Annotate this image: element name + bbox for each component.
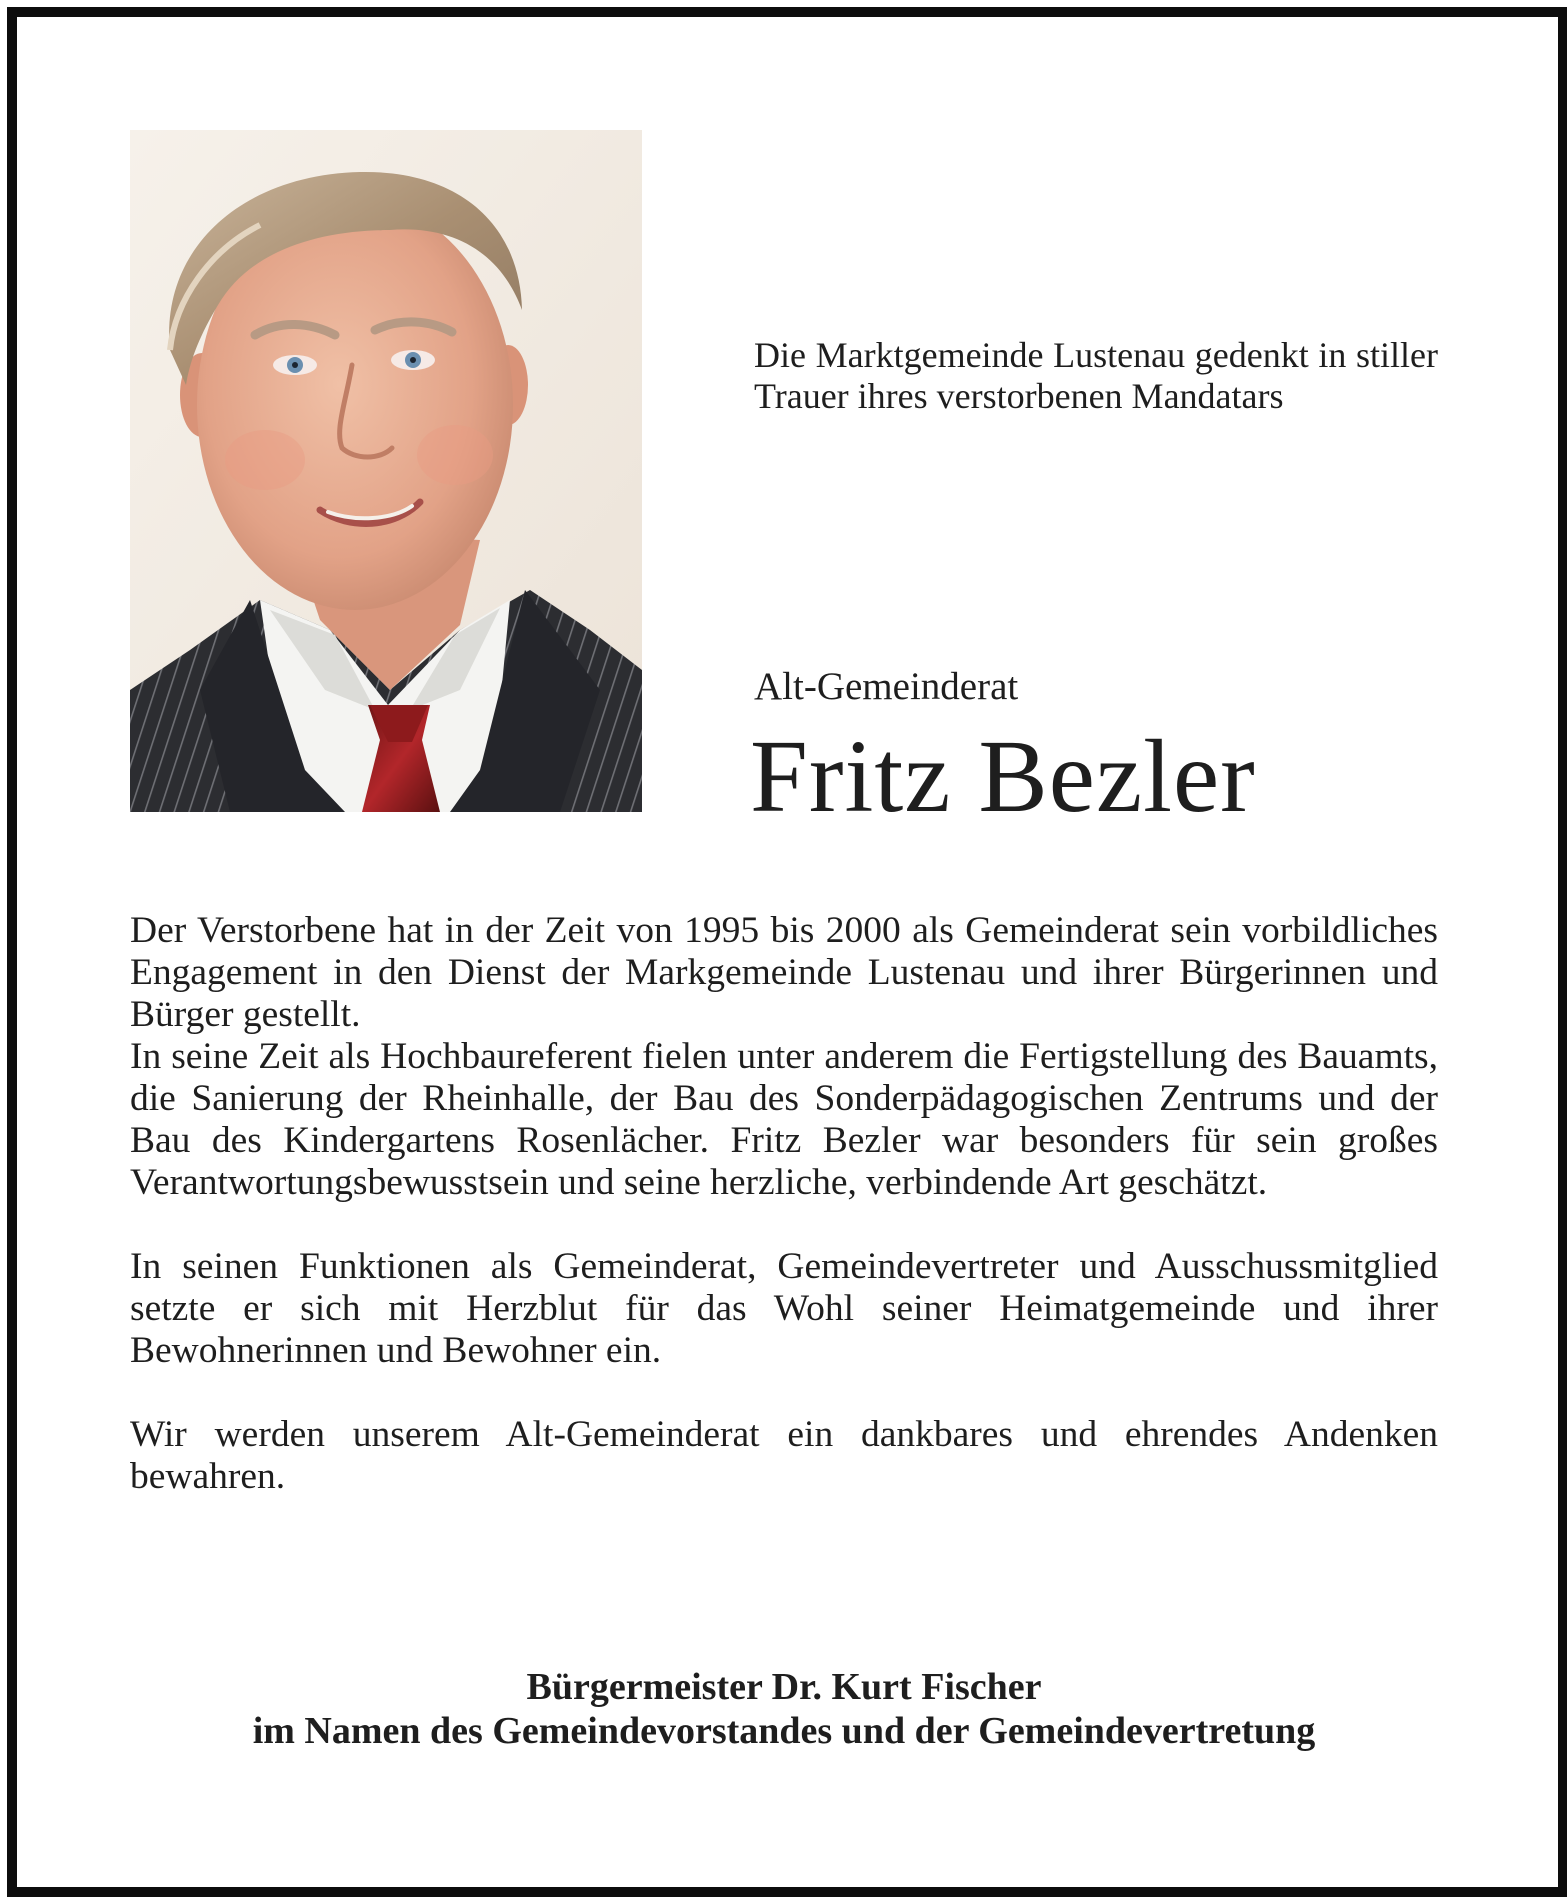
body-paragraph: Wir werden unserem Alt-Gemeinderat ein dankbares und ehrendes Andenken bewahren. bbox=[130, 1414, 1438, 1497]
signature-block bbox=[130, 1665, 1438, 1753]
signature-name: Bürgermeister Dr. Kurt Fischer bbox=[526, 1666, 1042, 1708]
body-paragraph: Der Verstorbene hat in der Zeit von 1995 bis 2000 als Gemeinderat sein vorbildliches Engagement in den Dienst der Markgemeinde Lustenau und ihrer Bürgerinnen und Bürger gestellt. bbox=[130, 910, 1438, 1035]
intro-text: Die Marktgemeinde Lustenau gedenkt in stiller Trauer ihres verstorbenen Mandatars bbox=[754, 335, 1438, 416]
portrait-photo bbox=[130, 130, 642, 812]
notice-body bbox=[130, 910, 1438, 1498]
body-paragraph: In seinen Funktionen als Gemeinderat, Gemeindevertreter und Ausschussmitglied setzte er sich mit Herzblut für das Wohl seiner Heimatgemeinde und ihrer Bewohnerinnen und Bewohner ein. bbox=[130, 1246, 1438, 1371]
deceased-name: Fritz Bezler bbox=[750, 719, 1256, 834]
signature-subline: im Namen des Gemeindevorstandes und der Gemeindevertretung bbox=[252, 1710, 1316, 1752]
body-paragraph: In seine Zeit als Hochbaureferent fielen unter anderem die Fertigstellung des Bauamts, die Sanierung der Rheinhalle, der Bau des Sonderpädagogischen Zentrums und der Bau des Kindergartens Rosenlächer. Fritz Bezler war besonders für sein großes Verantwortungsbewusstsein und seine herzliche, verbindende Art geschätzt. bbox=[130, 1036, 1438, 1203]
deceased-title: Alt-Gemeinderat bbox=[754, 665, 1019, 708]
